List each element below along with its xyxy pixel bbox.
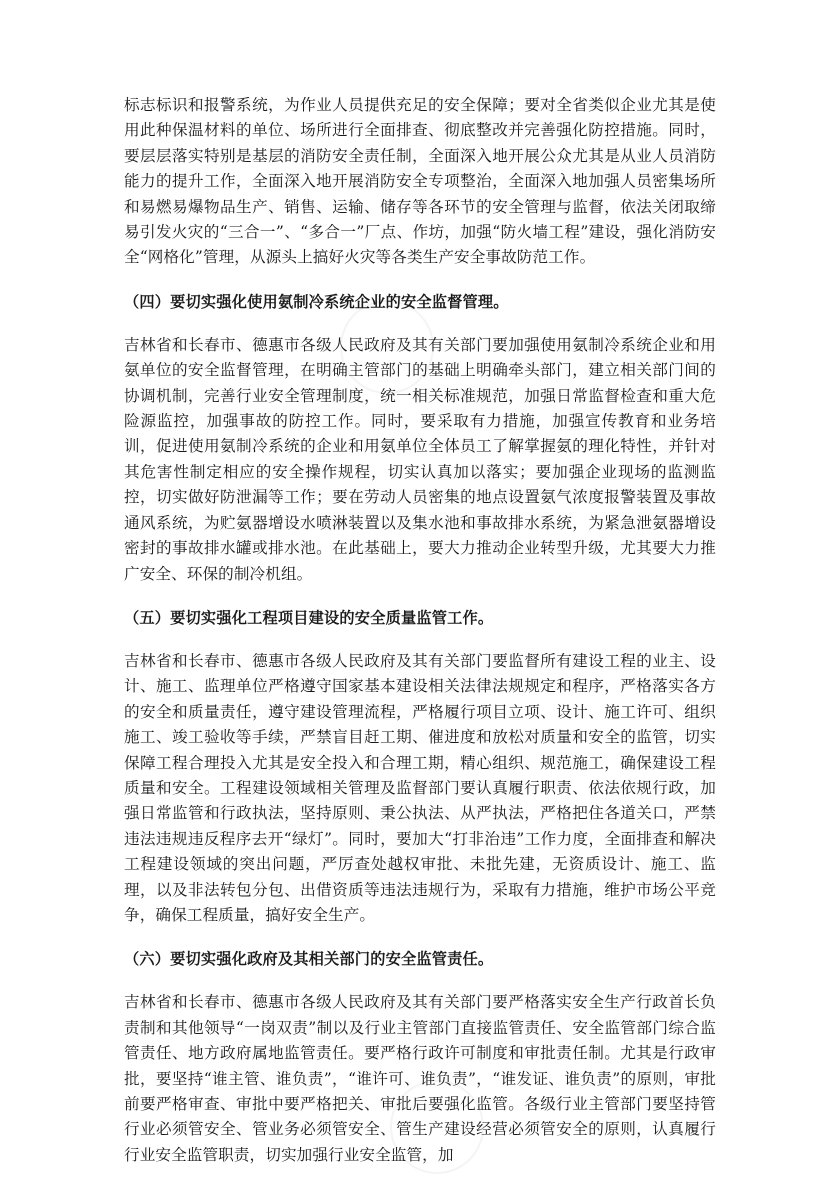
intro-paragraph: 标志标识和报警系统，为作业人员提供充足的安全保障；要对全省类似企业尤其是使用此种保温材料的单位、场所进行全面排查、彻底整改并完善强化防控措施。同时，要层层落实特别是基层的消防安全责任制，全面深入地开展公众尤其是从业人员消防能力的提升工作，全面深入地开展消防安全专项整治，全面深入地加强人员密集场所和易燃易爆物品生产、销售、运输、储存等各环节的安全管理与监督，依法关闭取缔易引发火灾的“三合一”、“多合一”厂点、作坊，加强“防火墙工程”建设，强化消防安全“网格化”管理，从源头上搞好火灾等各类生产安全事故防范工作。 bbox=[124, 96, 716, 267]
section-heading-4: （四）要切实强化使用氨制冷系统企业的安全监督管理。 bbox=[124, 292, 509, 311]
section-heading-6: （六）要切实强化政府及其相关部门的安全监管责任。 bbox=[124, 950, 494, 969]
document-body bbox=[124, 93, 716, 1168]
section-heading-5: （五）要切实强化工程项目建设的安全质量监管工作。 bbox=[124, 608, 494, 627]
section-body-6: 吉林省和长春市、德惠市各级人民政府及其有关部门要严格落实安全生产行政首长负责制和其他领导“一岗双责”制以及行业主管部门直接监管责任、安全监管部门综合监管责任、地方政府属地监管责任。要严格行政许可制度和审批责任制。尤其是行政审批，要坚持“谁主管、谁负责”，“谁许可、谁负责”，“谁发证、谁负责”的原则，审批前要严格审查、审批中要严格把关、审批后要强化监管。各级行业主管部门要坚持管行业必须管安全、管业务必须管安全、管生产建设经营必须管安全的原则，认真履行行业安全监管职责，切实加强行业安全监管，加 bbox=[124, 993, 716, 1164]
section-body-5: 吉林省和长春市、德惠市各级人民政府及其有关部门要监督所有建设工程的业主、设计、施工、监理单位严格遵守国家基本建设相关法律法规规定和程序，严格落实各方的安全和质量责任，遵守建设管理流程，严格履行项目立项、设计、施工许可、组织施工、竣工验收等手续，严禁盲目赶工期、催进度和放松对质量和安全的监管，切实保障工程合理投入尤其是安全投入和合理工期，精心组织、规范施工，确保建设工程质量和安全。工程建设领域相关管理及监督部门要认真履行职责、依法依规行政，加强日常监管和行政执法，坚持原则、秉公执法、从严执法，严格把住各道关口，严禁违法违规违反程序去开“绿灯”。同时，要加大“打非治违”工作力度，全面排查和解决工程建设领域的突出问题，严厉查处越权审批、未批先建，无资质设计、施工、监理，以及非法转包分包、出借资质等违法违规行为，采取有力措施，维护市场公平竞争，确保工程质量，搞好安全生产。 bbox=[124, 651, 716, 924]
section-body-4: 吉林省和长春市、德惠市各级人民政府及其有关部门要加强使用氨制冷系统企业和用氨单位的安全监督管理，在明确主管部门的基础上明确牵头部门，建立相关部门间的协调机制，完善行业安全管理制度，统一相关标准规范，加强日常监督检查和重大危险源监控，加强事故的防控工作。同时，要采取有力措施，加强宣传教育和业务培训，促进使用氨制冷系统的企业和用氨单位全体员工了解掌握氨的理化特性，并针对其危害性制定相应的安全操作规程，切实认真加以落实；要加强企业现场的监测监控，切实做好防泄漏等工作；要在劳动人员密集的地点设置氨气浓度报警装置及事故通风系统，为贮氨器增设水喷淋装置以及集水池和事故排水系统，为紧急泄氨器增设密封的事故排水罐或排水池。在此基础上，要大力推动企业转型升级，尤其要大力推广安全、环保的制冷机组。 bbox=[124, 335, 716, 583]
